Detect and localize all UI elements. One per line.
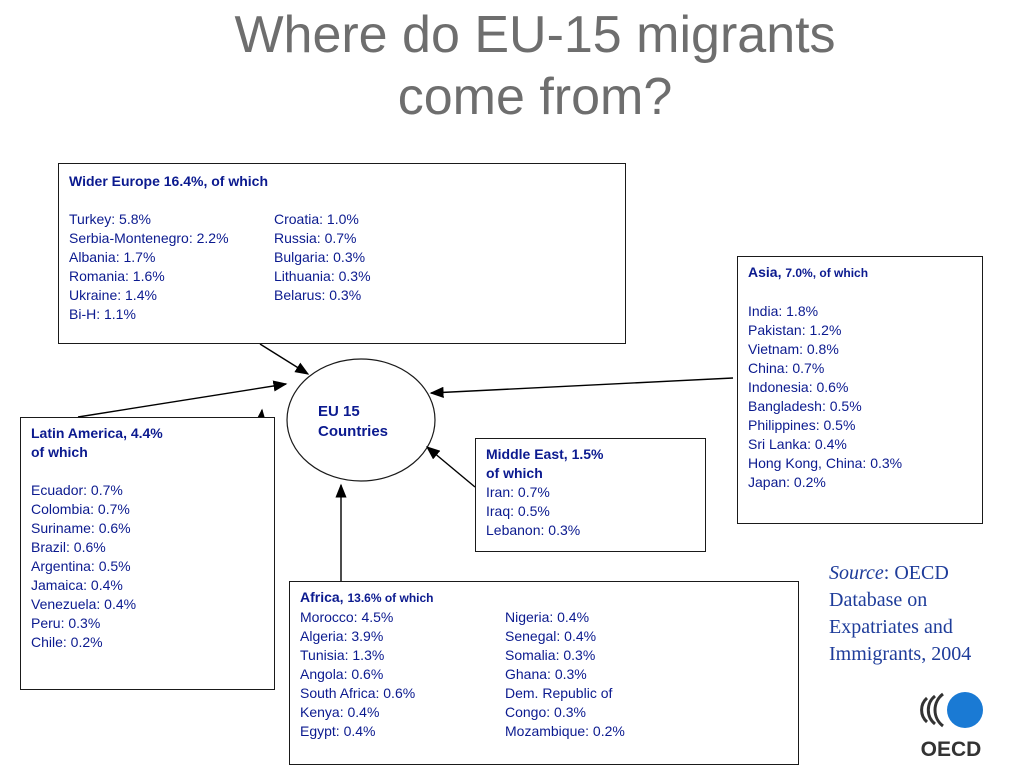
list-item: Belarus: 0.3% (274, 287, 362, 303)
list-item: Bangladesh: 0.5% (748, 398, 862, 414)
asia-header-share: 7.0%, of which (785, 266, 869, 280)
list-item: Sri Lanka: 0.4% (748, 436, 847, 452)
list-item: Albania: 1.7% (69, 249, 156, 265)
list-item: Jamaica: 0.4% (31, 577, 123, 593)
wider-europe-col-2 (274, 210, 371, 324)
list-item: Pakistan: 1.2% (748, 322, 842, 338)
list-item: Russia: 0.7% (274, 230, 357, 246)
list-item: Vietnam: 0.8% (748, 341, 839, 357)
wider-europe-box (58, 163, 626, 344)
list-item: Hong Kong, China: 0.3% (748, 455, 903, 471)
asia-box (737, 256, 983, 524)
list-item: Iraq: 0.5% (486, 503, 550, 519)
list-item: Indonesia: 0.6% (748, 379, 849, 395)
list-item: Dem. Republic of (505, 685, 613, 701)
list-item: Venezuela: 0.4% (31, 596, 137, 612)
list-item: Peru: 0.3% (31, 615, 101, 631)
logo-text: OECD (920, 738, 982, 760)
list-item: Somalia: 0.3% (505, 647, 596, 663)
list-item: Lithuania: 0.3% (274, 268, 371, 284)
wider-europe-col-1 (69, 210, 274, 324)
list-item: Egypt: 0.4% (300, 723, 376, 739)
arrow-wider-europe (260, 344, 308, 374)
africa-box (289, 581, 799, 765)
latin-america-header-1: Latin America, 4.4% (31, 425, 163, 441)
title-line-1: Where do EU-15 migrants (234, 6, 836, 64)
list-item: Angola: 0.6% (300, 666, 384, 682)
africa-header-main: Africa, (300, 589, 344, 605)
list-item: Lebanon: 0.3% (486, 522, 581, 538)
latin-america-box (20, 417, 275, 690)
source-text: : OECD Database on Expatriates and Immigrants, 2004 (829, 562, 972, 665)
list-item: Congo: 0.3% (505, 704, 586, 720)
list-item: Bi-H: 1.1% (69, 306, 136, 322)
list-item: South Africa: 0.6% (300, 685, 416, 701)
list-item: China: 0.7% (748, 360, 825, 376)
list-item: Japan: 0.2% (748, 474, 826, 490)
list-item: Mozambique: 0.2% (505, 723, 625, 739)
asia-header (748, 263, 972, 283)
arrow-middle-east (427, 447, 475, 487)
latin-america-header-2: of which (31, 444, 88, 460)
list-item: Brazil: 0.6% (31, 539, 106, 555)
list-item: Iran: 0.7% (486, 484, 550, 500)
middle-east-header-1: Middle East, 1.5% (486, 446, 604, 462)
source-label: Source (829, 562, 884, 584)
wider-europe-header: Wider Europe 16.4%, of which (69, 173, 269, 189)
list-item: Tunisia: 1.3% (300, 647, 385, 663)
list-item: Algeria: 3.9% (300, 628, 384, 644)
list-item: India: 1.8% (748, 303, 819, 319)
list-item: Turkey: 5.8% (69, 211, 151, 227)
africa-header (300, 588, 788, 608)
list-item: Nigeria: 0.4% (505, 609, 590, 625)
logo-arc-3 (922, 698, 927, 722)
list-item: Suriname: 0.6% (31, 520, 131, 536)
list-item: Morocco: 4.5% (300, 609, 394, 625)
list-item: Croatia: 1.0% (274, 211, 359, 227)
list-item: Senegal: 0.4% (505, 628, 597, 644)
arrow-asia (431, 378, 733, 393)
list-item: Philippines: 0.5% (748, 417, 856, 433)
oecd-logo (915, 688, 987, 760)
arrow-latin-america (78, 384, 286, 417)
source-note (829, 560, 1009, 668)
logo-arc-1 (935, 694, 943, 726)
list-item: Argentina: 0.5% (31, 558, 131, 574)
africa-col-2 (505, 608, 625, 741)
asia-header-main: Asia, (748, 264, 782, 280)
list-item: Kenya: 0.4% (300, 704, 380, 720)
list-item: Bulgaria: 0.3% (274, 249, 366, 265)
eu15-label (318, 402, 388, 442)
list-item: Ecuador: 0.7% (31, 482, 123, 498)
eu15-line-1: EU 15 (318, 403, 360, 420)
title-line-2: come from? (397, 68, 673, 126)
list-item: Ghana: 0.3% (505, 666, 587, 682)
middle-east-header-2: of which (486, 465, 543, 481)
africa-header-share: 13.6% of which (347, 591, 434, 605)
africa-col-1 (300, 608, 505, 741)
list-item: Ukraine: 1.4% (69, 287, 157, 303)
list-item: Serbia-Montenegro: 2.2% (69, 230, 229, 246)
list-item: Chile: 0.2% (31, 634, 103, 650)
eu15-line-2: Countries (318, 423, 389, 440)
list-item: Colombia: 0.7% (31, 501, 130, 517)
logo-blue-circle (947, 692, 983, 728)
list-item: Romania: 1.6% (69, 268, 165, 284)
middle-east-box (475, 438, 706, 552)
